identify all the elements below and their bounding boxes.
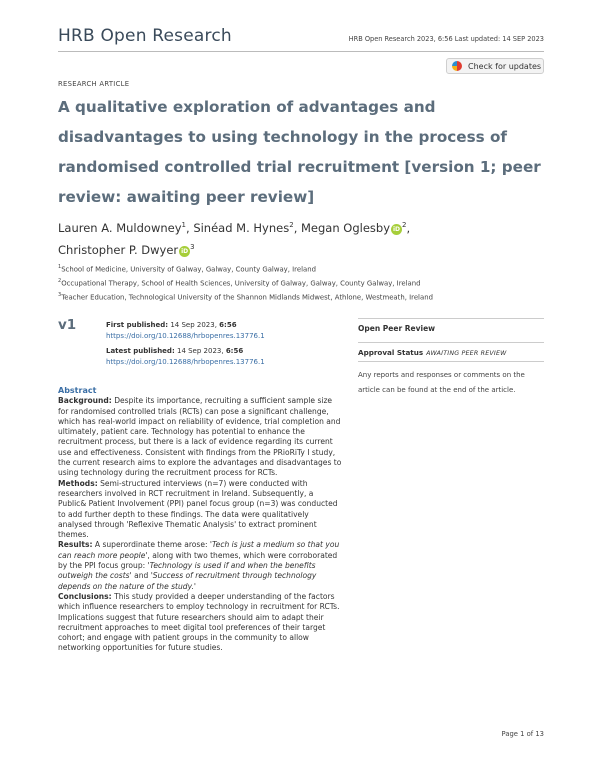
affiliation-text: Occupational Therapy, School of Health Sciences, University of Galway, Galway, County Galway, Ireland — [61, 279, 421, 288]
article-title: A qualitative exploration of advantages and disadvantages to using technology in the process of randomised controlled trial recruitment [version 1; peer review: awaiting peer review] — [58, 98, 541, 206]
affiliation-list — [58, 262, 558, 303]
conclusions-label: Conclusions: — [58, 591, 112, 601]
author-affiliation-number: 2 — [289, 221, 294, 229]
crossmark-icon — [452, 61, 462, 71]
author-name[interactable]: Lauren A. Muldowney — [58, 220, 182, 235]
approval-divider — [358, 361, 544, 362]
results-text: ', along with two themes, which were corroborated by the PPI focus group: ' — [58, 550, 338, 571]
affiliation-number: 1 — [58, 264, 62, 270]
results-theme: Technology is used if and when the benefits outweigh the costs — [58, 561, 316, 581]
journal-title: HRB Open Research — [58, 26, 232, 46]
conclusions-text: This study provided a deeper understanding of the factors which influence researchers to employ technology in recruitment for RCTs. Implications suggest that future researchers should aim to adapt their recruitment approaches to meet digital tool preferences of their target cohort; and engage with patient groups in the community to allow networking opportunities for future studies. — [58, 591, 340, 653]
results-text: ' — [193, 581, 196, 591]
latest-published-label: Latest published: — [106, 347, 175, 355]
abstract-background — [58, 396, 342, 478]
results-label: Results: — [58, 540, 93, 550]
author-name[interactable]: Christopher P. Dwyer — [58, 242, 179, 257]
approval-status-value: AWAITING PEER REVIEW — [426, 350, 507, 357]
first-published-date: 14 Sep 2023, — [170, 321, 217, 329]
check-for-updates-button[interactable] — [446, 58, 544, 74]
author-affiliation-number: 1 — [181, 221, 186, 229]
first-published-label: First published: — [106, 321, 169, 329]
article-type: RESEARCH ARTICLE — [58, 80, 130, 88]
publication-info: HRB Open Research 2023, 6:56 Last updated: 14 SEP 2023 — [348, 35, 544, 43]
first-published-doi-link[interactable]: https://doi.org/10.12688/hrbopenres.13776.1 — [106, 331, 265, 340]
check-for-updates-label: Check for updates — [468, 61, 542, 71]
abstract-results — [58, 540, 342, 591]
author-list: Lauren A. Muldowney$^1$, Sinéad M. Hynes$^2$, Megan Oglesby $iD^2$, Christopher P. Dwyer $iD^3$ — [58, 220, 411, 257]
approval-status-label: Approval Status — [358, 348, 424, 357]
header-divider — [58, 51, 544, 52]
author-name[interactable]: Megan Oglesby — [301, 220, 391, 235]
approval-status — [358, 348, 507, 357]
affiliation-text: School of Medicine, University of Galway, Galway, County Galway, Ireland — [61, 265, 316, 274]
author-name[interactable]: Sinéad M. Hynes — [193, 220, 290, 235]
open-peer-review-title: Open Peer Review — [358, 324, 436, 333]
first-published-volume: 6:56 — [219, 321, 237, 329]
page-number: Page 1 of 13 — [501, 730, 544, 738]
results-text: ' and ' — [129, 571, 153, 581]
affiliation-number: 2 — [58, 277, 62, 284]
results-theme: Success of recruitment through technology depends on the nature of the study. — [58, 571, 317, 591]
author-affiliation-number: 3 — [190, 242, 195, 251]
methods-text: Semi-structured interviews (n=7) were conducted with researchers involved in RCT recruitment in Ireland. Subsequently, a Public& Patient Involvement (PPI) panel focus group (n=3) was conducted to add further depth to these findings. The data were qualitatively analysed through 'Reflexive Thematic Analysis' to extract prominent themes. — [58, 478, 338, 540]
latest-published-doi-link[interactable]: https://doi.org/10.12688/hrbopenres.13776.1 — [106, 357, 265, 366]
orcid-icon[interactable]: iD — [392, 225, 401, 233]
affiliation — [58, 262, 558, 276]
peer-review-note: Any reports and responses or comments on the article can be found at the end of the article. — [358, 371, 525, 394]
latest-published-date: 14 Sep 2023, — [176, 347, 224, 355]
results-theme: Tech is just a medium so that you can reach more people — [58, 540, 340, 560]
affiliation — [58, 290, 558, 304]
abstract-methods — [58, 479, 342, 541]
abstract-heading: Abstract — [58, 386, 97, 395]
affiliation — [58, 276, 558, 290]
abstract — [58, 386, 342, 654]
background-text: Despite its importance, recruiting a sufficient sample size for randomised controlled trials (RCTs) can pose a significant challenge, which has real-world impact on reliability of evidence, trial completion and ultimately, patient care. Technology has potential to enhance the recruitment process, but there is a lack of evidence regarding its current use and effectiveness. Consistent with findings from the PRioRiTy I study, the current research aims to explore the advantages and disadvantages to using technology during the recruitment process for RCTs. — [58, 396, 342, 478]
background-label: Background: — [58, 396, 112, 406]
version-label: v1 — [58, 317, 77, 333]
results-text: A superordinate theme arose: ' — [94, 540, 212, 550]
peer-review-divider — [358, 342, 544, 343]
orcid-icon[interactable]: iD — [181, 247, 189, 255]
abstract-conclusions — [58, 592, 342, 654]
author-affiliation-number: 2 — [402, 221, 407, 229]
peer-review-top-divider — [358, 318, 544, 319]
publication-dates — [106, 320, 265, 367]
affiliation-text: Teacher Education, Technological University of the Shannon Midlands Midwest, Athlone, Westmeath, Ireland — [61, 292, 433, 301]
latest-published-volume: 6:56 — [225, 347, 244, 355]
affiliation-number: 3 — [58, 291, 62, 298]
methods-label: Methods: — [58, 478, 98, 488]
